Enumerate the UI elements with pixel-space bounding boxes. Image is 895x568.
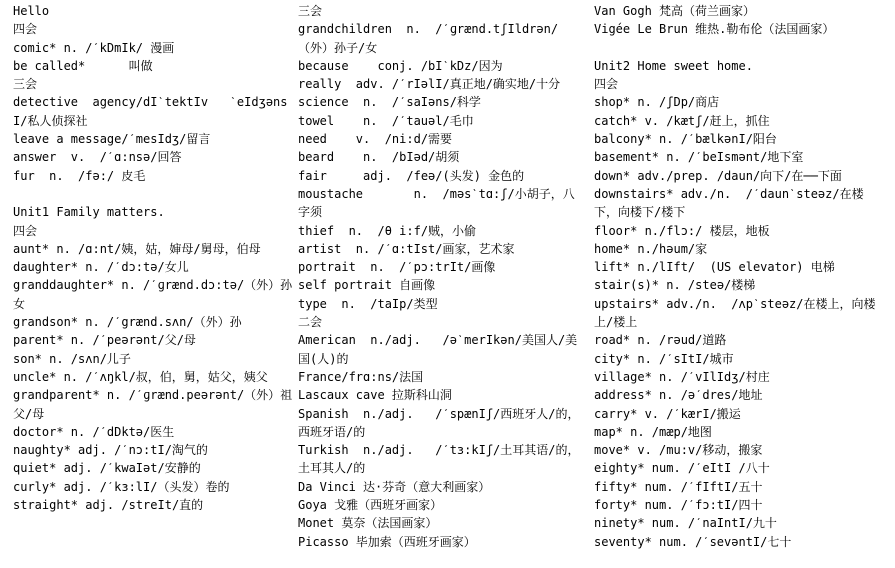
vocab-line: lift* n./lIft/ (US elevator) 电梯	[594, 260, 835, 275]
vocab-line: self portrait 自画像	[298, 278, 436, 293]
vocab-line: detective agency/dIˋtektIv ˋeIdʒənsI/私人侦探社	[13, 95, 288, 128]
vocab-line: son* n. /sʌn/儿子	[13, 351, 131, 366]
vocab-line: 四会	[594, 77, 619, 92]
vocab-line: home* n./həum/家	[594, 241, 708, 256]
vocab-line: doctor* n. /ˊdDktə/医生	[13, 424, 175, 439]
vocab-line: ninety* num. /ˊnaIntI/九十	[594, 516, 777, 531]
vocab-line: shop* n. /ʃDp/商店	[594, 95, 720, 110]
vocab-line: move* v. /mu:v/移动，搬家	[594, 443, 763, 458]
vocab-line: 四会	[13, 22, 38, 37]
vocab-line: 四会	[13, 223, 38, 238]
vocab-line: down* adv./prep. /daun/向下/在──下面	[594, 168, 842, 183]
vocab-line: grandson* n. /ˊgrænd.sʌn/（外）孙	[13, 315, 242, 330]
vocab-line: floor* n./flɔ:/ 楼层，地板	[594, 223, 770, 238]
vocab-line: American n./adj. /əˋmerIkən/美国人/美国(人)的	[298, 333, 578, 366]
vocab-line: fifty* num. /ˊfIftI/五十	[594, 479, 763, 494]
vocab-column-middle	[298, 2, 583, 551]
vocab-column-right	[594, 2, 884, 551]
vocab-line: stair(s)* n. /steə/楼梯	[594, 278, 756, 293]
vocab-line: 三会	[298, 4, 323, 18]
vocab-line: science n. /ˊsaIəns/科学	[298, 95, 481, 110]
vocab-line: Unit2 Home sweet home.	[594, 58, 753, 73]
vocab-line: daughter* n. /ˊdɔ:tə/女儿	[13, 260, 189, 275]
vocab-line: Vigée Le Brun 维热.勒布伦（法国画家）	[594, 22, 835, 37]
vocab-line: need v. /ni:d/需要	[298, 132, 453, 147]
vocab-line: Unit1 Family matters.	[13, 205, 165, 220]
vocab-line: artist n. /ˊɑ:tIst/画家，艺术家	[298, 241, 515, 256]
vocab-line: comic* n. /ˊkDmIk/ 漫画	[13, 40, 175, 55]
vocab-line: map* n. /mæp/地图	[594, 424, 712, 439]
vocab-line: 三会	[13, 77, 38, 92]
vocab-line: catch* v. /kætʃ/赶上，抓住	[594, 113, 770, 128]
vocab-line: Da Vinci 达·芬奇（意大利画家）	[298, 479, 491, 494]
vocab-line: 二会	[298, 315, 323, 330]
vocab-line: city* n. /ˊsItI/城市	[594, 351, 734, 366]
vocab-line: basement* n. /ˊbeIsmənt/地下室	[594, 150, 804, 165]
vocab-line: beard n. /bIəd/胡须	[298, 150, 460, 165]
vocab-line: carry* v. /ˊkærI/搬运	[594, 406, 741, 421]
vocab-line: straight* adj. /streIt/直的	[13, 498, 204, 513]
vocab-line: parent* n. /ˊpeərənt/父/母	[13, 333, 196, 348]
vocab-line: Van Gogh 梵高（荷兰画家）	[594, 4, 756, 18]
vocab-line: type n. /taIp/类型	[298, 296, 438, 311]
vocab-line: road* n. /rəud/道路	[594, 333, 727, 348]
vocab-line: really adv. /ˊrIəlI/真正地/确实地/十分	[298, 77, 561, 92]
vocab-line: fur n. /fə:/ 皮毛	[13, 168, 146, 183]
vocab-line: village* n. /ˊvIlIdʒ/村庄	[594, 369, 770, 384]
vocab-line: fair adj. /feə/(头发) 金色的	[298, 168, 525, 183]
vocab-line: Turkish n./adj. /ˊtɜ:kIʃ/土耳其语/的，土耳其人/的	[298, 443, 580, 476]
vocab-line: downstairs* adv./n. /ˊdaunˋsteəz/在楼下，向楼下/楼下	[594, 186, 864, 220]
vocab-line: be called* 叫做	[13, 58, 153, 73]
vocab-line: forty* num. /ˊfɔ:tI/四十	[594, 498, 763, 513]
vocab-line: France/frɑ:ns/法国	[298, 369, 424, 384]
vocab-line: thief n. /θ i:f/贼，小偷	[298, 223, 477, 238]
vocab-line: Lascaux cave 拉斯科山洞	[298, 388, 452, 403]
vocab-column-left	[13, 2, 298, 514]
vocab-line: because conj. /bIˋkDz/因为	[298, 58, 503, 73]
vocab-line: balcony* n. /ˊbælkənI/阳台	[594, 132, 777, 147]
vocab-line: answer v. /ˊɑ:nsə/回答	[13, 150, 182, 165]
vocab-line: granddaughter* n. /ˊɡrænd.dɔ:tə/（外）孙女	[13, 278, 293, 311]
vocab-line: grandparent* n. /ˊɡrænd.peərənt/（外）祖父/母	[13, 388, 293, 421]
vocab-line: seventy* num. /ˊsevəntI/七十	[594, 534, 792, 549]
vocab-line: address* n. /əˊdres/地址	[594, 388, 763, 403]
vocab-line: Goya 戈雅（西班牙画家）	[298, 498, 443, 513]
vocab-line: Hello	[13, 4, 50, 18]
vocab-line: naughty* adj. /ˊnɔ:tI/淘气的	[13, 443, 208, 458]
vocab-line: aunt* n. /ɑ:nt/姨，姑，婶母/舅母，伯母	[13, 241, 261, 256]
vocab-line: curly* adj. /ˊkɜ:lI/（头发）卷的	[13, 479, 230, 494]
vocab-line: Monet 莫奈（法国画家）	[298, 516, 438, 531]
blank-line	[13, 185, 298, 203]
vocab-line: upstairs* adv./n. /ʌpˋsteəz/在楼上，向楼上/楼上	[594, 296, 876, 330]
vocab-line: portrait n. /ˊpɔ:trIt/画像	[298, 260, 496, 275]
vocab-line: grandchildren n. /ˊɡrænd.tʃIldrən/（外）孙子/女	[298, 22, 559, 55]
vocab-line: moustache n. /məsˋtɑ:ʃ/小胡子，八字须	[298, 186, 575, 220]
blank-line	[594, 39, 884, 57]
vocab-line: Spanish n./adj. /ˊspænIʃ/西班牙人/的，西班牙语/的	[298, 406, 580, 439]
vocab-line: uncle* n. /ˊʌŋkl/叔，伯，舅，姑父，姨父	[13, 369, 268, 384]
vocab-line: eighty* num. /ˊeItI /八十	[594, 461, 770, 476]
vocab-line: quiet* adj. /ˊkwaIət/安静的	[13, 461, 201, 476]
vocab-line: Picasso 毕加索（西班牙画家）	[298, 534, 476, 549]
vocab-line: leave a message/ˊmesIdʒ/留言	[13, 132, 211, 147]
vocab-line: towel n. /ˊtauəl/毛巾	[298, 113, 474, 128]
